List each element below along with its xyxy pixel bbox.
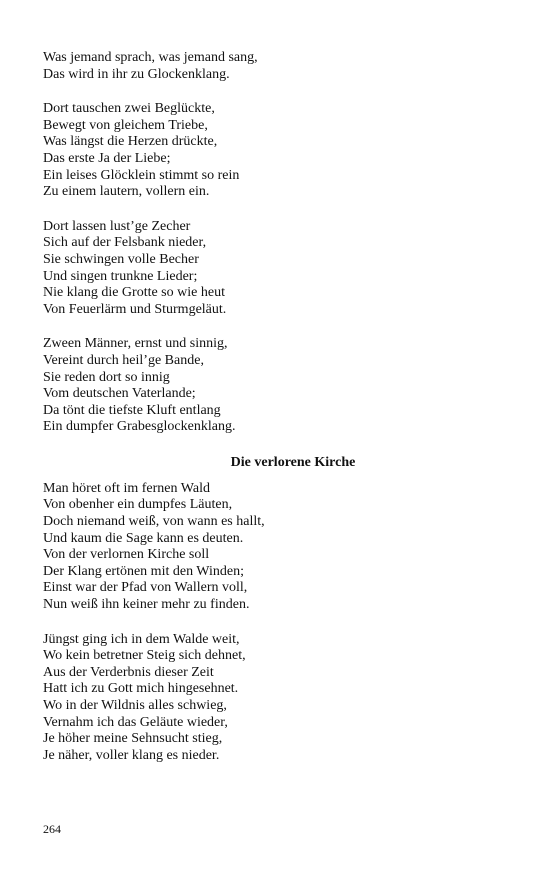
- verse-line: Da tönt die tiefste Kluft entlang: [43, 402, 221, 418]
- verse-line: Der Klang ertönen mit den Winden;: [43, 563, 244, 579]
- verse-line: Vernahm ich das Geläute wieder,: [43, 714, 228, 730]
- page-number: 264: [43, 822, 61, 836]
- verse-line: Zween Männer, ernst und sinnig,: [43, 336, 228, 352]
- verse-line: Man höret oft im fernen Wald: [43, 480, 210, 496]
- verse-line: Dort tauschen zwei Beglückte,: [43, 101, 215, 117]
- verse-line: Von obenher ein dumpfes Läuten,: [43, 497, 233, 513]
- stanza: [43, 219, 483, 319]
- verse-line: Nun weiß ihn keiner mehr zu finden.: [43, 597, 250, 613]
- verse-line: Was jemand sprach, was jemand sang,: [43, 50, 258, 65]
- verse-line: Von Feuerlärm und Sturmgeläut.: [43, 301, 227, 317]
- verse-line: Wo in der Wildnis alles schwieg,: [43, 698, 227, 713]
- verse-line: Und kaum die Sage kann es deuten.: [43, 530, 244, 546]
- stanza: [43, 336, 483, 436]
- verse-line: Aus der Verderbnis dieser Zeit: [43, 664, 214, 680]
- verse-line: Das wird in ihr zu Glockenklang.: [43, 66, 230, 82]
- verse-line: Hatt ich zu Gott mich hingesehnet.: [43, 681, 239, 697]
- verse-line: Zu einem lautern, vollern ein.: [43, 184, 210, 200]
- verse-line: Wo kein betretner Steig sich dehnet,: [43, 648, 246, 664]
- verse-line: Von der verlornen Kirche soll: [43, 547, 210, 563]
- stanza: [43, 101, 483, 201]
- verse-line: Einst war der Pfad von Wallern voll,: [43, 580, 248, 596]
- poem-continued: [43, 50, 483, 436]
- verse-line: Nie klang die Grotte so wie heut: [43, 285, 225, 301]
- stanza: [43, 481, 483, 614]
- stanza: [43, 50, 483, 83]
- verse-line: Ein leises Glöcklein stimmt so rein: [43, 167, 240, 183]
- verse-line: Bewegt von gleichem Triebe,: [43, 117, 208, 133]
- poem-title: Die verlorene Kirche: [230, 454, 356, 470]
- verse-line: Vereint durch heil’ge Bande,: [43, 352, 204, 368]
- verse-line: Je näher, voller klang es nieder.: [43, 747, 220, 763]
- verse-line: Was längst die Herzen drückte,: [43, 134, 218, 150]
- verse-line: Doch niemand weiß, von wann es hallt,: [43, 514, 265, 530]
- verse-line: Und singen trunkne Lieder;: [43, 268, 198, 284]
- verse-line: Vom deutschen Vaterlande;: [43, 386, 196, 402]
- poem-die-verlorene-kirche: [43, 481, 483, 765]
- verse-line: Sie schwingen volle Becher: [43, 251, 199, 267]
- verse-line: Sich auf der Felsbank nieder,: [43, 235, 207, 251]
- stanza: [43, 632, 483, 765]
- verse-line: Sie reden dort so innig: [43, 369, 170, 385]
- verse-line: Ein dumpfer Grabesglockenklang.: [43, 419, 236, 435]
- verse-line: Je höher meine Sehnsucht stieg,: [43, 731, 223, 747]
- verse-line: Jüngst ging ich in dem Walde weit,: [43, 631, 240, 647]
- verse-line: Das erste Ja der Liebe;: [43, 150, 171, 166]
- verse-line: Dort lassen lust’ge Zecher: [43, 218, 191, 234]
- page-body: [43, 50, 483, 782]
